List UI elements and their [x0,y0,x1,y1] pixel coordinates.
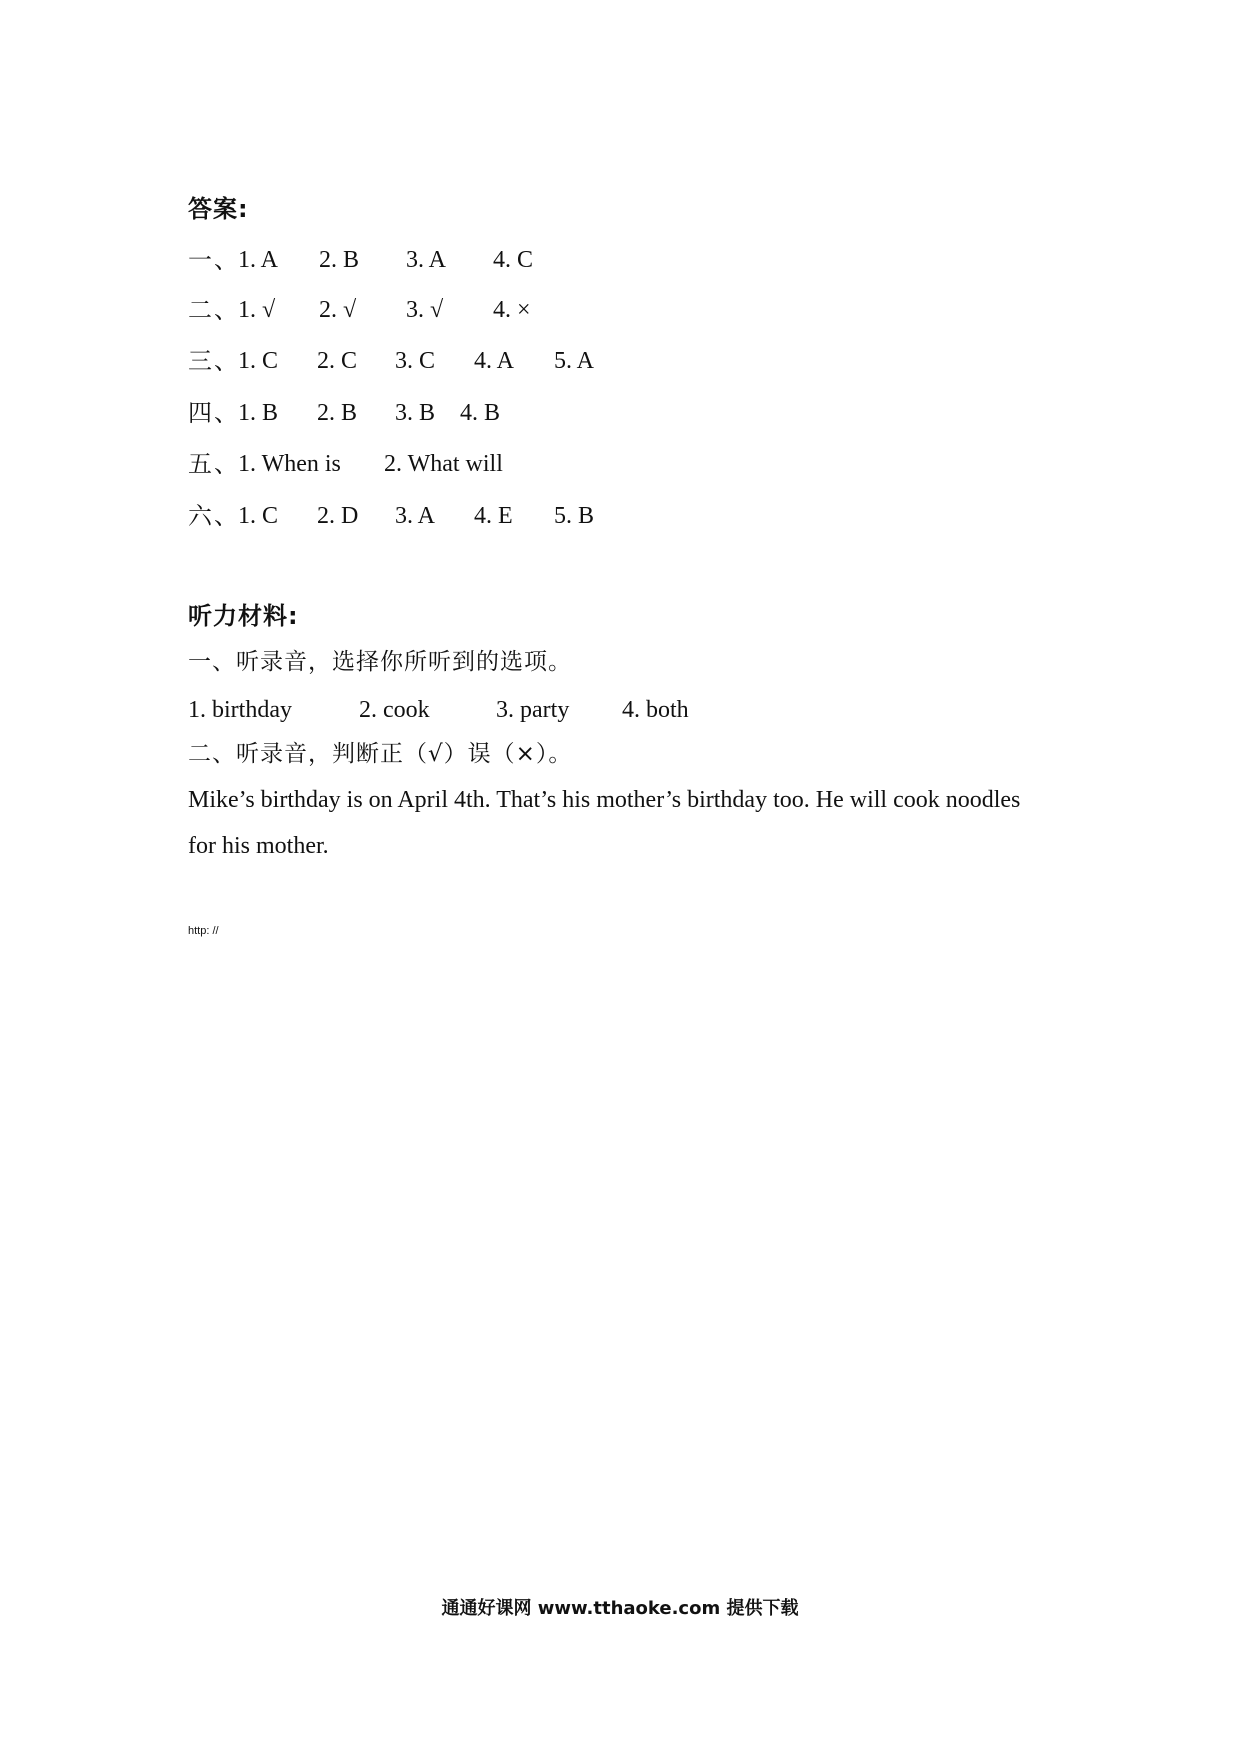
answers-heading: 答案: [188,195,249,223]
answer-item: 2. B [319,247,360,273]
listening-part2-text: Mike’s birthday is on April 4th. That’s his mother’s birthday too. He will cook noodles for his mother. [188,787,1021,859]
answer-item: 1. B [238,400,279,426]
listening-part2-instruction: 二、听录音，判断正（√）误（×）。 [188,741,573,767]
footer-download-note: 通通好课网 www.tthaoke.com 提供下载 [441,1598,799,1619]
answer-item: 4. E [474,503,513,529]
answer-row-number: 二、 [188,296,240,324]
answer-item: 5. A [554,348,595,374]
answer-item: 4. × [493,297,531,323]
answer-item: 3. A [406,247,447,273]
answer-item: 2. C [317,348,358,374]
answer-item: 2. √ [319,297,357,323]
answer-item: 2. D [317,503,359,529]
answer-item: 5. B [554,503,595,529]
listening-word: 2. cook [359,697,430,723]
answer-row-number: 五、 [188,450,240,478]
answer-item: 1. √ [238,297,276,323]
answer-item: 4. C [493,247,534,273]
answer-item: 4. B [460,400,501,426]
url-text: http: // [188,925,219,937]
answer-row-number: 四、 [188,399,240,427]
answer-item: 3. B [395,400,436,426]
listening-word: 1. birthday [188,697,292,723]
answer-row-number: 一、 [188,246,240,274]
answer-item: 1. C [238,503,279,529]
answer-item: 4. A [474,348,515,374]
answer-item: 3. √ [406,297,444,323]
answer-item: 2. B [317,400,358,426]
listening-heading: 听力材料: [188,602,299,630]
answer-item: 2. What will [384,451,503,477]
listening-word: 4. both [622,697,689,723]
answer-row-number: 三、 [188,347,240,375]
answer-row-number: 六、 [188,502,240,530]
answer-item: 3. C [395,348,436,374]
listening-word: 3. party [496,697,570,723]
answer-item: 3. A [395,503,436,529]
answer-item: 1. A [238,247,279,273]
answer-item: 1. When is [238,451,341,477]
answer-item: 1. C [238,348,279,374]
listening-part1-instruction: 一、听录音，选择你所听到的选项。 [188,649,572,675]
